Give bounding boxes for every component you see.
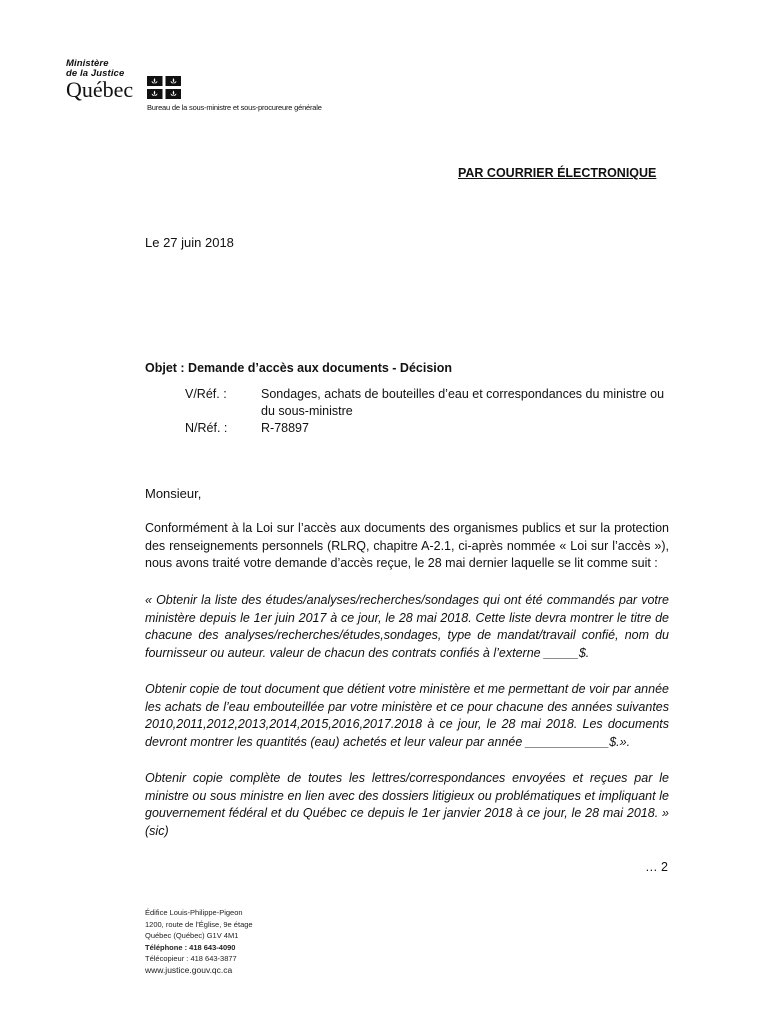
vref-label: V/Réf. :	[185, 387, 227, 401]
nref-value: R-78897	[261, 421, 309, 435]
body-paragraph-intro: Conformément à la Loi sur l’accès aux documents des organismes publics et sur la protection des renseignements personnels (RLRQ, chapitre A-2.1, ci-après nommée « Loi sur l’accès »), nous avons traité votre demande d’accès reçue, le 28 mai dernier laquelle se lit comme suit :	[145, 521, 669, 570]
request-quote-paragraph-1: « Obtenir la liste des études/analyses/recherches/sondages qui ont été commandés par votre ministère depuis le 1er juin 2017 à ce jour, le 28 mai 2018. Cette liste devra montrer le titre de chacune des analyses/recherches/études,sondages, type de mandat/travail confié, nom du fournisseur ou auteur. valeur de chacun des contrats confiés à l’externe _____$.	[145, 593, 669, 660]
footer-street: 1200, route de l’Église, 9e étage	[145, 919, 253, 929]
quebec-fleur-de-lis-flag-icon	[147, 76, 181, 99]
ministere-logo-text	[66, 59, 124, 79]
page-continuation-marker: … 2	[645, 860, 668, 874]
request-quote-paragraph-2: Obtenir copie de tout document que détient votre ministère et me permettant de voir par année les achats de l’eau embouteillée par votre ministère et ce pour chacune des années suivantes 2010,2011,2012,2013,2014,2015,2016,2017.2018 à ce jour, le 28 mai 2018. Les documents devront montrer les quantités (eau) achetés et leur valeur par année ____________$.».	[145, 682, 669, 749]
delivery-method-heading: PAR COURRIER ÉLECTRONIQUE	[458, 166, 657, 180]
vref-row	[185, 386, 671, 420]
ministere-line-1: Ministère	[66, 58, 109, 69]
request-quote-paragraph-3: Obtenir copie complète de toutes les lettres/correspondances envoyées et reçues par le ministre ou sous ministre en lien avec des dossiers litigieux ou problématiques et impliquant le gouvernement fédéral et du Québec ce depuis le 1er janvier 2018 à ce jour, le 28 mai 2018. » (sic)	[145, 771, 669, 838]
footer-address-block	[145, 907, 253, 977]
subject-line: Objet : Demande d’accès aux documents - Décision	[145, 361, 453, 375]
footer-phone: Téléphone : 418 643-4090	[145, 942, 236, 952]
salutation: Monsieur,	[145, 486, 202, 501]
nref-row	[185, 420, 671, 437]
footer-city: Québec (Québec) G1V 4M1	[145, 931, 239, 941]
quebec-wordmark: Québec	[66, 77, 134, 102]
bureau-subtitle: Bureau de la sous-ministre et sous-procureure générale	[147, 103, 322, 112]
nref-label: N/Réf. :	[185, 421, 228, 435]
ministere-line-2: de la Justice	[66, 68, 125, 79]
reference-table	[185, 386, 671, 437]
footer-building: Édifice Louis-Philippe-Pigeon	[145, 908, 243, 917]
footer-fax: Télécopieur : 418 643-3877	[145, 954, 237, 964]
vref-value: Sondages, achats de bouteilles d’eau et correspondances du ministre ou du sous-ministre	[261, 387, 665, 418]
letter-date: Le 27 juin 2018	[145, 235, 234, 250]
footer-website-link[interactable]: www.justice.gouv.qc.ca	[145, 964, 233, 975]
